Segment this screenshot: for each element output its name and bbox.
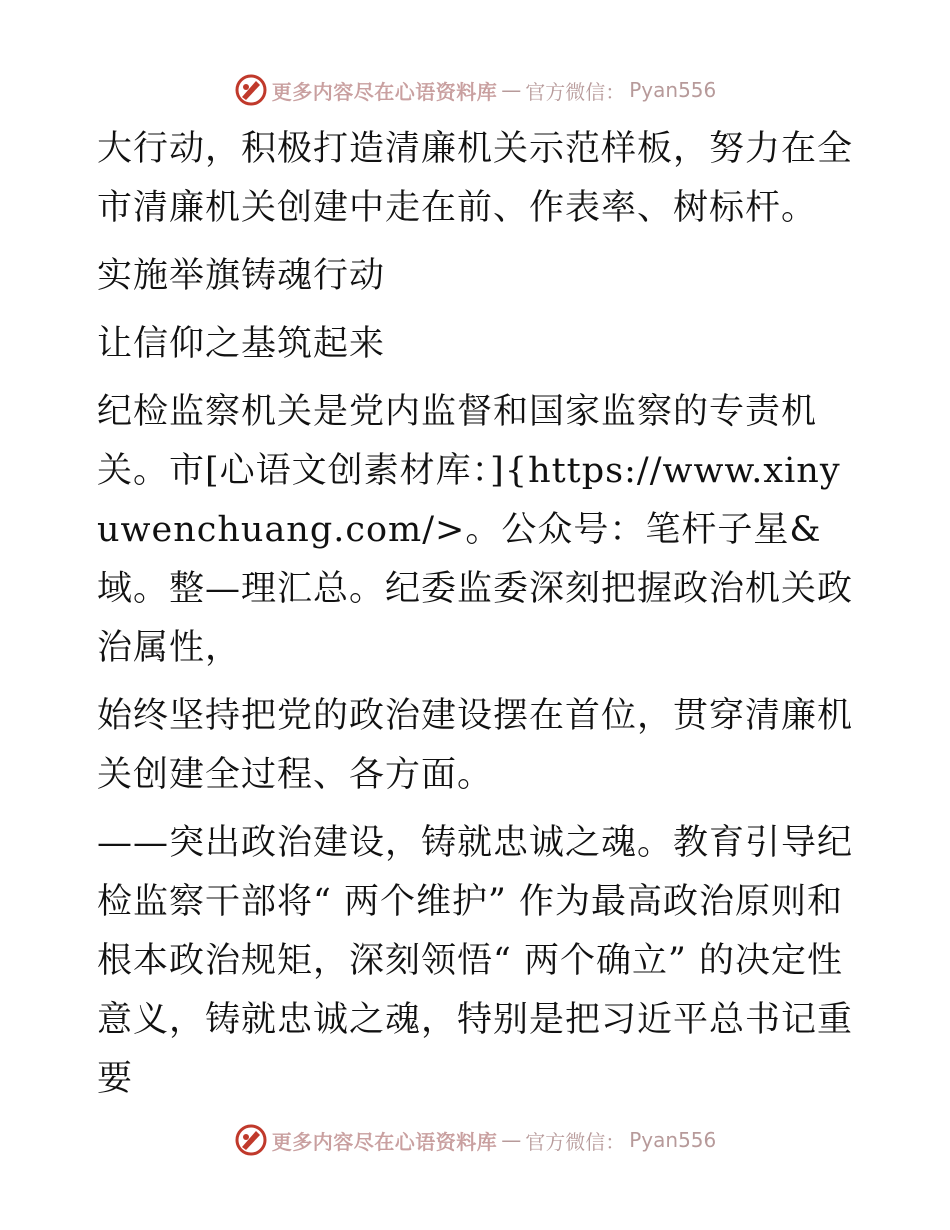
footer-banner-wechat-label: 官方微信： [525, 1129, 626, 1154]
paragraph-1: 大行动，积极打造清廉机关示范样板，努力在全市清廉机关创建中走在前、作表率、树标杆。 [97, 129, 854, 228]
section-heading-1: 实施举旗铸魂行动 [97, 256, 386, 296]
document-body [97, 120, 857, 1109]
red-seal-logo-icon [234, 73, 268, 107]
footer-banner-wechat-id: Pyan556 [629, 1128, 717, 1152]
paragraph-2: 纪检监察机关是党内监督和国家监察的专责机关。市[心语文创素材库：]{https://www.xinyuwenchuang.com/>。公众号：笔杆子星&域。整—理汇总。纪委监委深刻把握政治机关政治属性， [97, 392, 854, 668]
paragraph-3: 始终坚持把党的政治建设摆在首位，贯穿清廉机关创建全过程、各方面。 [97, 696, 854, 795]
banner-wechat-label: 官方微信： [525, 79, 626, 104]
banner-title: 更多内容尽在心语资料库 [271, 79, 498, 104]
footer-banner-title: 更多内容尽在心语资料库 [271, 1129, 498, 1154]
footer-banner [0, 1120, 950, 1160]
paragraph-4: ——突出政治建设，铸就忠诚之魂。教育引导纪检监察干部将“ 两个维护” 作为最高政治原则和根本政治规矩，深刻领悟“ 两个确立” 的决定性意义，铸就忠诚之魂，特别是把习近平总书记重要 [97, 823, 854, 1099]
banner-wechat-id: Pyan556 [629, 78, 717, 102]
red-seal-logo-icon [234, 1123, 268, 1157]
banner-dash: — [501, 78, 522, 102]
footer-banner-dash: — [501, 1128, 522, 1152]
header-banner [0, 70, 950, 110]
section-heading-2: 让信仰之基筑起来 [97, 324, 386, 364]
